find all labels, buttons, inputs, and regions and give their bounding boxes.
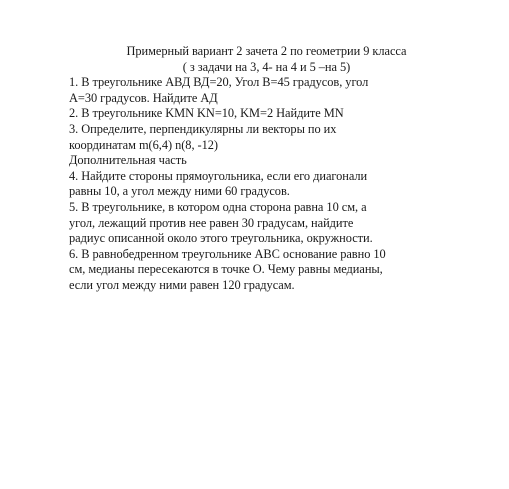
task-2: 2. В треугольнике KMN KN=10, KM=2 Найдите MN — [69, 106, 344, 121]
document-title-line-2: ( з задачи на 3, 4- на 4 и 5 –на 5) — [182, 59, 351, 74]
task-3-line-1: 3. Определите, перпендикулярны ли векторы по их — [69, 121, 337, 136]
task-4-line-2: равны 10, а угол между ними 60 градусов. — [69, 184, 290, 199]
task-5-line-2: угол, лежащий против нее равен 30 градусам, найдите — [69, 215, 354, 230]
task-6-line-3: если угол между ними равен 120 градусам. — [69, 277, 295, 292]
task-1-line-1: 1. В треугольнике АВД ВД=20, Угол В=45 градусов, угол — [69, 75, 369, 90]
document-title-line-1: Примерный вариант 2 зачета 2 по геометрии 9 класса — [126, 44, 407, 58]
task-1-line-2: А=30 градусов. Найдите АД — [69, 90, 218, 105]
task-6-line-2: см, медианы пересекаются в точке О. Чему равны медианы, — [69, 262, 383, 277]
document-body — [69, 44, 464, 294]
task-6-line-1: 6. В равнобедренном треугольнике АВС основание равно 10 — [69, 246, 386, 261]
extra-section-heading: Дополнительная часть — [69, 153, 187, 168]
task-3-line-2: координатам m(6,4) n(8, -12) — [69, 137, 218, 152]
task-5-line-1: 5. В треугольнике, в котором одна сторона равна 10 см, а — [69, 199, 367, 214]
task-4-line-1: 4. Найдите стороны прямоугольника, если его диагонали — [69, 168, 368, 183]
task-5-line-3: радиус описанной около этого треугольника, окружности. — [69, 231, 373, 246]
